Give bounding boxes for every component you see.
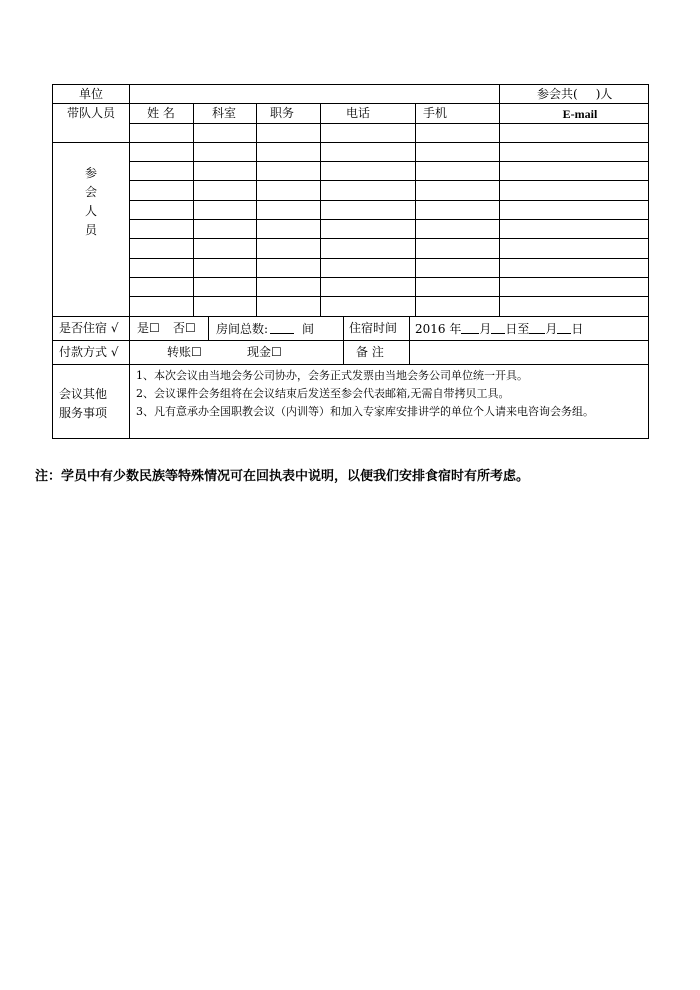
row-divider — [129, 123, 648, 124]
row-divider — [53, 142, 648, 143]
row-divider — [129, 258, 648, 259]
row-divider — [129, 219, 648, 220]
col-email-header: E-mail — [562, 107, 598, 121]
services-label-line2: 服务事项 — [59, 406, 108, 420]
column-divider — [499, 123, 500, 316]
stay-day1-input[interactable] — [491, 322, 505, 334]
lodging-no-checkbox[interactable]: 否☐ — [173, 321, 196, 335]
column-divider — [129, 85, 130, 438]
service-item: 3、凡有意承办全国职教会议（内训等）和加入专家库安排讲学的单位个人请来电咨询会务组。 — [136, 405, 594, 418]
col-dept-header: 科室 — [211, 106, 237, 120]
stay-month2-input[interactable] — [529, 322, 545, 334]
leader-label: 带队人员 — [66, 106, 116, 120]
column-divider — [409, 316, 410, 364]
row-divider — [129, 277, 648, 278]
row-divider — [53, 364, 648, 365]
participants-label-char: 参 — [84, 166, 98, 180]
attendee-total: 参会共( )人 — [537, 87, 613, 101]
service-item: 2、会议课件会务组将在会议结束后发送至参会代表邮箱,无需自带拷贝工具。 — [136, 387, 510, 400]
column-divider — [193, 103, 194, 316]
stay-month1-input[interactable] — [461, 322, 479, 334]
row-divider — [53, 316, 648, 317]
column-divider — [343, 316, 344, 364]
participants-label-char: 人 — [84, 204, 98, 218]
rooms-total-input[interactable] — [270, 322, 294, 334]
footnote: 注：学员中有少数民族等特殊情况可在回执表中说明，以便我们安排食宿时有所考虑。 — [35, 469, 530, 484]
lodging-yes-checkbox[interactable]: 是☐ — [137, 321, 160, 335]
participants-label-char: 员 — [84, 223, 98, 237]
col-phone-header: 电话 — [345, 106, 371, 120]
row-divider — [129, 296, 648, 297]
lodging-label: 是否住宿 √ — [59, 321, 119, 335]
column-divider — [256, 103, 257, 316]
registration-form-table — [52, 84, 649, 439]
row-divider — [129, 180, 648, 181]
column-divider — [208, 316, 209, 340]
col-title-header: 职务 — [269, 106, 295, 120]
col-name-header: 姓 名 — [147, 106, 175, 120]
rooms-total: 房间总数: 间 — [216, 322, 315, 336]
payment-transfer-checkbox[interactable]: 转账☐ — [167, 345, 202, 359]
row-divider — [129, 200, 648, 201]
service-item: 1、本次会议由当地会务公司协办，会务正式发票由当地会务公司单位统一开具。 — [136, 369, 528, 382]
col-mobile-header: 手机 — [422, 106, 448, 120]
stay-day2-input[interactable] — [557, 322, 571, 334]
stay-time-label: 住宿时间 — [349, 321, 398, 335]
payment-cash-checkbox[interactable]: 现金☐ — [247, 345, 282, 359]
participants-label-char: 会 — [84, 185, 98, 199]
unit-label: 单位 — [78, 87, 104, 101]
column-divider — [320, 103, 321, 316]
stay-date-range: 2016 年 月 日至 月 日 — [415, 322, 584, 336]
row-divider — [53, 103, 648, 104]
payment-label: 付款方式 √ — [59, 345, 119, 359]
row-divider — [53, 340, 648, 341]
remarks-label: 备 注 — [356, 345, 384, 359]
row-divider — [129, 238, 648, 239]
column-divider — [499, 85, 500, 123]
column-divider — [415, 103, 416, 316]
services-label-line1: 会议其他 — [59, 387, 108, 401]
row-divider — [129, 161, 648, 162]
